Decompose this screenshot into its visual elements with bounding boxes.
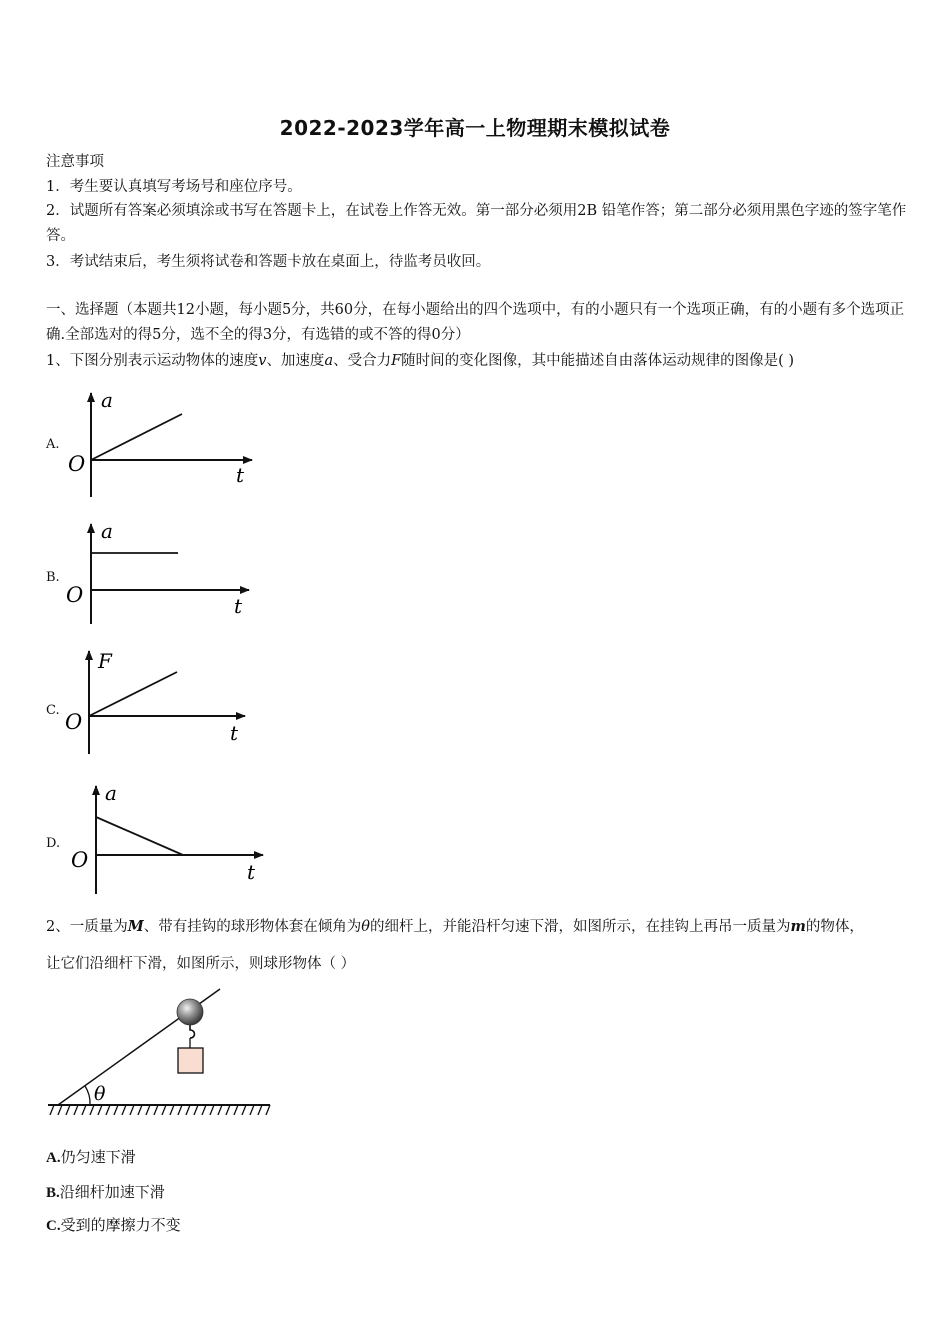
option-d-graph	[62, 780, 267, 898]
y-axis-label: a	[101, 388, 113, 412]
answer-b-text: 沿细杆加速下滑	[59, 1183, 165, 1201]
option-d-label[interactable]: D.	[46, 836, 61, 851]
q2-stem-part1: 2、一质量为	[46, 919, 128, 935]
y-axis-label: a	[101, 519, 113, 543]
origin-label: O	[65, 710, 83, 734]
x-axis-label: t	[234, 594, 243, 618]
answer-a-letter: A.	[46, 1150, 61, 1166]
y-axis-label: F	[98, 649, 112, 673]
option-c-graph	[60, 645, 260, 760]
answer-c-text: 受到的摩擦力不变	[60, 1216, 181, 1234]
notice-heading: 注意事项	[46, 154, 104, 170]
x-axis-label: t	[230, 721, 239, 745]
option-a-graph	[60, 385, 260, 500]
origin-label: O	[66, 583, 84, 607]
notice-item-3: 3．考试结束后，考生须将试卷和答题卡放在桌面上，待监考员收回。	[46, 254, 491, 270]
answer-c-letter: C.	[46, 1218, 61, 1234]
graph-line	[91, 414, 182, 460]
q1-stem	[46, 351, 794, 371]
origin-label: O	[68, 452, 86, 476]
q1-var-v: v	[258, 353, 267, 369]
option-b-graph	[60, 518, 260, 628]
q1-stem-part3: 、受合力	[333, 353, 392, 369]
q1-stem-part4: 随时间的变化图像，其中能描述自由落体运动规律的图像是( )	[401, 353, 795, 369]
option-c-label[interactable]: C.	[46, 703, 60, 718]
answer-b-letter: B.	[46, 1185, 60, 1201]
answer-c[interactable]	[46, 1214, 181, 1235]
q2-figure	[44, 984, 274, 1119]
q2-var-m: m	[790, 918, 806, 935]
y-axis-label: a	[105, 781, 117, 805]
q2-var-theta: θ	[361, 919, 371, 935]
option-b-label[interactable]: B.	[46, 570, 60, 585]
q2-stem-part2: 、带有挂钩的球形物体套在倾角为	[143, 919, 362, 935]
answer-a-text: 仍匀速下滑	[60, 1148, 136, 1166]
graph-line	[96, 817, 183, 855]
page-title: 2022-2023学年高一上物理期末模拟试卷	[279, 116, 671, 140]
hook	[190, 1025, 195, 1038]
answer-b[interactable]	[46, 1181, 165, 1202]
x-axis-label: t	[247, 860, 256, 884]
hanging-block	[178, 1048, 203, 1073]
answer-a[interactable]	[46, 1146, 136, 1167]
q1-var-F: F	[391, 353, 402, 369]
origin-label: O	[71, 848, 89, 872]
q1-stem-part2: 、加速度	[266, 353, 325, 369]
q2-stem-line1	[46, 917, 864, 937]
angle-label: θ	[94, 1083, 106, 1105]
graph-line	[89, 672, 177, 716]
ball	[177, 999, 203, 1025]
q1-var-a: a	[324, 353, 334, 369]
notice-item-2: 2．试题所有答案必须填涂或书写在答题卡上，在试卷上作答无效。第一部分必须用2B 铅笔作答；第二部分必须用黑色字迹的签字笔作答。	[46, 203, 907, 244]
option-a-label[interactable]: A.	[46, 437, 60, 452]
ground-hatching	[50, 1105, 270, 1115]
q2-var-M: M	[127, 918, 144, 935]
q2-stem-line2: 让它们沿细杆下滑，如图所示，则球形物体（ ）	[46, 956, 356, 972]
angle-arc	[85, 1086, 90, 1105]
notice-item-1: 1．考生要认真填写考场号和座位序号。	[46, 179, 302, 195]
q2-stem-part4: 的物体，	[805, 919, 864, 935]
x-axis-label: t	[236, 463, 245, 487]
q2-stem-part3: 的细杆上，并能沿杆匀速下滑，如图所示，在挂钩上再吊一质量为	[370, 919, 791, 935]
q1-stem-part1: 1、下图分别表示运动物体的速度	[46, 353, 259, 369]
section-intro: 一、选择题（本题共12小题，每小题5分，共60分，在每小题给出的四个选项中，有的小题只有一个选项正确，有的小题有多个选项正确.全部选对的得5分，选不全的得3分，有选错的或不答的得0分）	[46, 302, 905, 343]
